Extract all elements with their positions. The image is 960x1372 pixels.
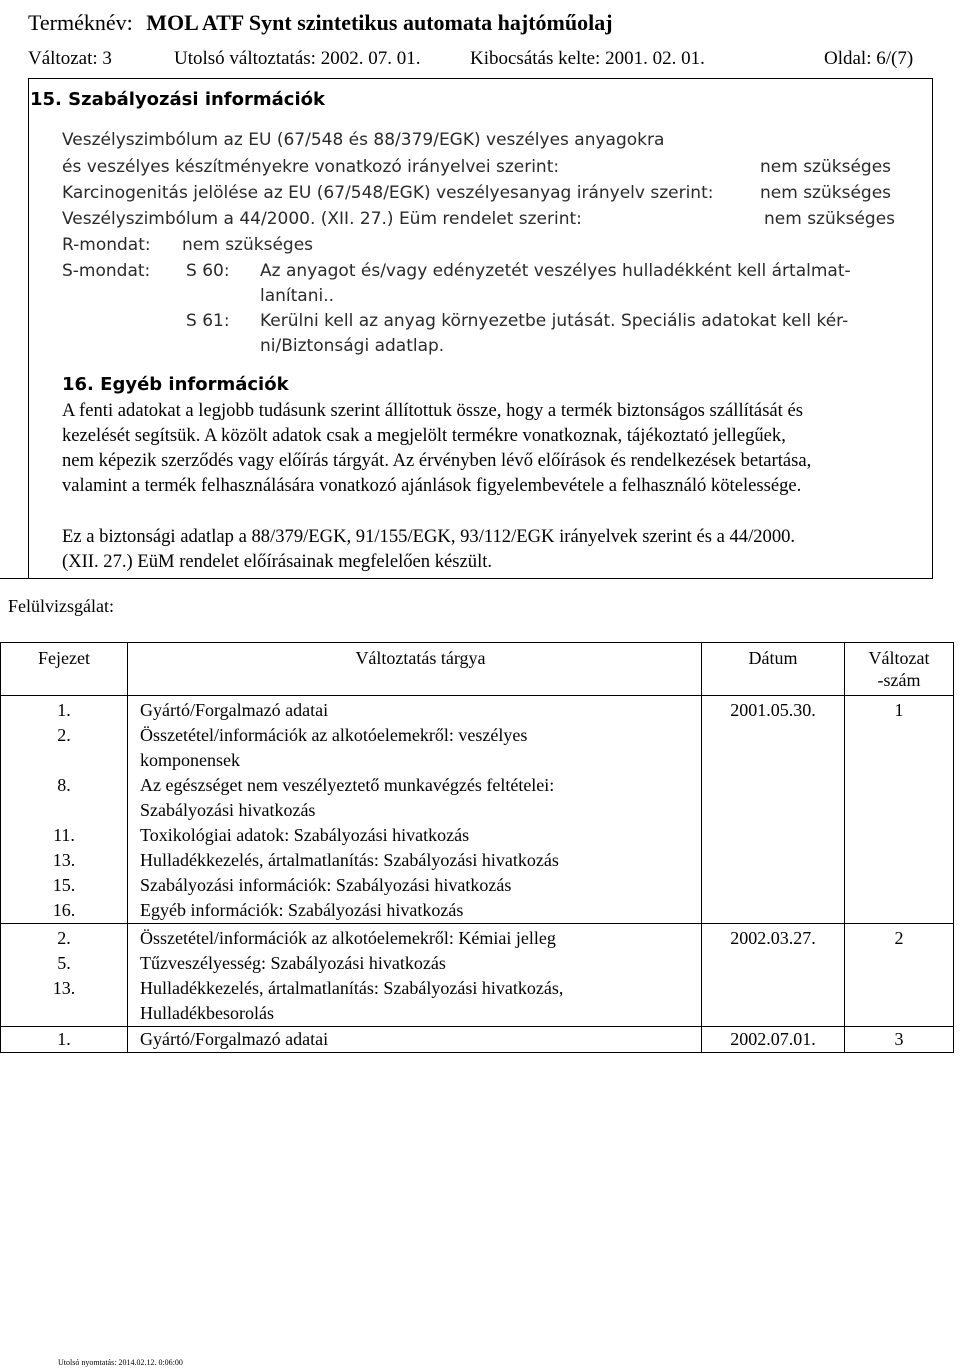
section-15-title: 15. Szabályozási információk [30,89,325,110]
subject-line: Összetétel/információk az alkotóelemekről: veszélyes [140,725,528,745]
frame-right-rule [932,78,933,579]
col-version-header [845,643,954,696]
last-printed-footer: Utolsó nyomtatás: 2014.02.12. 0:06:00 [58,1358,183,1367]
section-16-paragraph-1 [62,398,932,498]
subject-line: Gyártó/Forgalmazó adatai [140,700,329,720]
revision-table [0,642,954,1053]
r-phrase-label: R-mondat: [62,235,151,255]
chapter-cell [1,924,128,1027]
sec15-line2-value: nem szükséges [760,157,892,177]
chapter-number [1,798,127,823]
product-label: Terméknév: [28,10,133,35]
review-label: Felülvizsgálat: [8,596,114,616]
date-cell [702,696,845,924]
table-row [1,696,954,924]
subject-line: Hulladékbesorolás [140,1003,274,1023]
chapter-number [1,1001,127,1026]
chapter-number: 16. [52,900,76,920]
subject-line: Egyéb információk: Szabályozási hivatkozás [140,900,464,920]
s60-code: S 60: [186,261,230,281]
version-cell [845,696,954,924]
subject-cell [128,924,702,1027]
revision-date: 2001.05.30. [730,700,816,720]
chapter-number: 13. [52,978,76,998]
section-16-title: 16. Egyéb információk [62,374,289,395]
revision-date: 2002.07.01. [730,1029,816,1049]
sec15-line3-label: Karcinogenitás jelölése az EU (67/548/EGK) veszélyesanyag irányelv szerint: [62,183,714,203]
date-cell [702,924,845,1027]
table-header-row [1,643,954,696]
s-phrase-label: S-mondat: [62,261,151,281]
chapter-number: 8. [57,775,71,795]
s60-text-line1: Az anyagot és/vagy edényzetét veszélyes hulladékként kell ártalmat- [260,261,851,281]
sec15-line4-value: nem szükséges [764,209,896,229]
paragraph-line: valamint a termék felhasználására vonatkozó ajánlások figyelembevétele a felhasználó kötelessége. [62,475,802,496]
issue-date-text: Kibocsátás kelte: 2001. 02. 01. [470,48,705,69]
revision-version: 2 [894,928,904,948]
paragraph-line: kezelését segítsük. A közölt adatok csak a megjelölt termékre vonatkoznak, tájékoztató jellegűek, [62,425,786,446]
paragraph-line: Ez a biztonsági adatlap a 88/379/EGK, 91/155/EGK, 93/112/EGK irányelvek szerint és a 44/2000. [62,526,796,547]
col-subject-header: Változtatás tárgya [128,643,702,696]
subject-line: Gyártó/Forgalmazó adatai [140,1029,329,1049]
chapter-number: 2. [57,725,71,745]
s61-text-line1: Kerülni kell az anyag környezetbe jutását. Speciális adatokat kell kér- [260,311,849,331]
subject-line: Tűzveszélyesség: Szabályozási hivatkozás [140,953,446,973]
chapter-number: 1. [57,700,71,720]
chapter-number: 2. [57,928,71,948]
col-version-header-line1: Változat [868,648,930,668]
product-name: MOL ATF Synt szintetikus automata hajtóműolaj [146,10,613,35]
sec15-line4-label: Veszélyszimbólum a 44/2000. (XII. 27.) Eüm rendelet szerint: [62,209,582,229]
subject-line: Hulladékkezelés, ártalmatlanítás: Szabályozási hivatkozás, [140,978,564,998]
subject-line: Hulladékkezelés, ártalmatlanítás: Szabályozási hivatkozás [140,850,559,870]
paragraph-line: A fenti adatokat a legjobb tudásunk szerint állítottuk össze, hogy a termék biztonságos szállítását és [62,400,803,421]
subject-line: Az egészséget nem veszélyeztető munkavégzés feltételei: [140,775,555,795]
subject-line: Szabályozási információk: Szabályozási hivatkozás [140,875,512,895]
s60-text-line2: lanítani.. [260,286,335,306]
table-row [1,1027,954,1053]
subject-line: Szabályozási hivatkozás [140,800,316,820]
paragraph-line: (XII. 27.) EüM rendelet előírásainak megfelelően készült. [62,551,493,572]
chapter-number: 5. [57,953,71,973]
revision-version: 3 [894,1029,904,1049]
product-title [28,10,613,36]
chapter-number: 13. [52,850,76,870]
version-cell [845,1027,954,1053]
col-date-header: Dátum [702,643,845,696]
section-16-paragraph-2 [62,524,932,574]
s61-text-line2: ni/Biztonsági adatlap. [260,336,445,356]
revision-date: 2002.03.27. [730,928,816,948]
frame-left-rule [28,78,29,579]
frame-top-rule [28,78,933,79]
col-version-header-line2: -szám [877,670,921,690]
chapter-cell [1,1027,128,1053]
sec15-line2-label: és veszélyes készítményekre vonatkozó irányelvei szerint: [62,157,560,177]
col-chapter-header: Fejezet [1,643,128,696]
chapter-number [1,748,127,773]
sec15-line1: Veszélyszimbólum az EU (67/548 és 88/379/EGK) veszélyes anyagokra [62,130,665,150]
subject-cell [128,1027,702,1053]
chapter-number: 11. [53,825,75,845]
version-cell [845,924,954,1027]
table-row [1,924,954,1027]
chapter-number: 15. [52,875,76,895]
version-text: Változat: 3 [28,48,112,69]
r-phrase-value: nem szükséges [182,235,314,255]
last-change-text: Utolsó változtatás: 2002. 07. 01. [174,48,421,69]
chapter-cell [1,696,128,924]
chapter-number: 1. [57,1029,71,1049]
paragraph-line: nem képezik szerződés vagy előírás tárgyát. Az érvényben lévő előírások és rendelkezések betartása, [62,450,812,471]
subject-line: Toxikológiai adatok: Szabályozási hivatkozás [140,825,470,845]
date-cell [702,1027,845,1053]
frame-bottom-rule [0,578,933,579]
revision-version: 1 [894,700,904,720]
s61-code: S 61: [186,311,230,331]
page-number-text: Oldal: 6/(7) [824,48,914,69]
subject-line: komponensek [140,750,240,770]
subject-cell [128,696,702,924]
sec15-line3-value: nem szükséges [760,183,892,203]
subject-line: Összetétel/információk az alkotóelemekről: Kémiai jelleg [140,928,556,948]
